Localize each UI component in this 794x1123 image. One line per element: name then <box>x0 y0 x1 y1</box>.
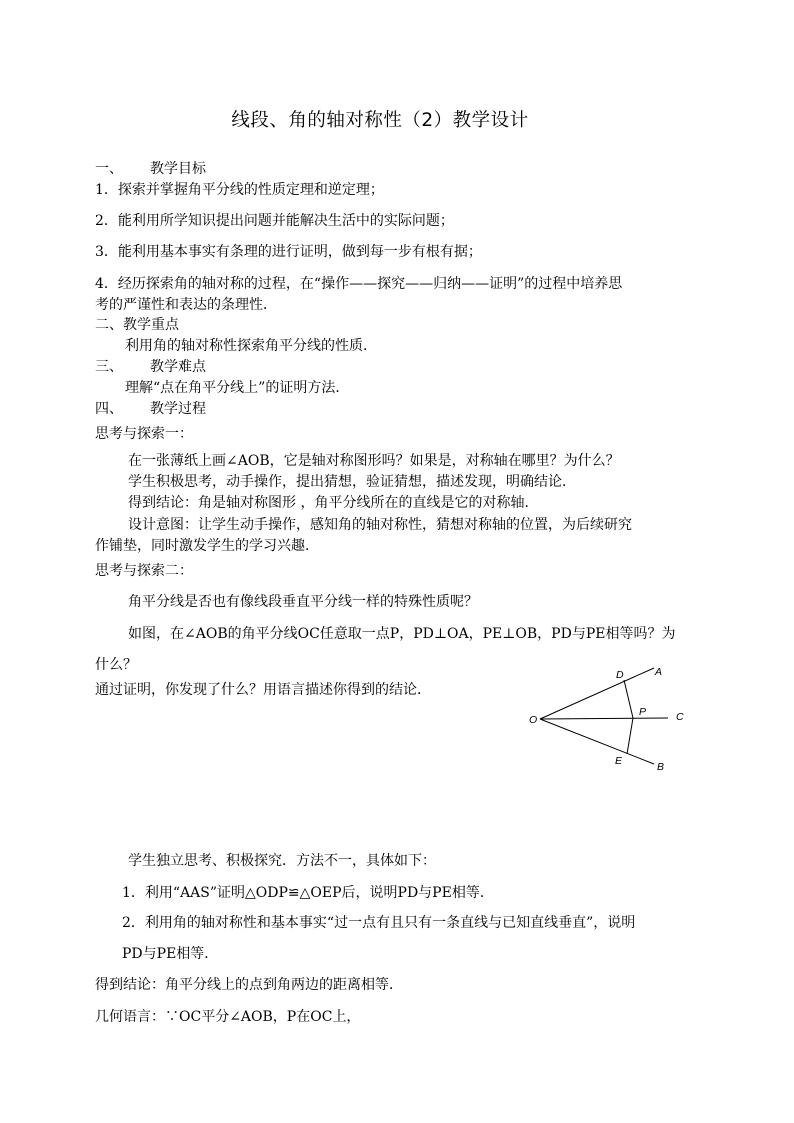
difficulty-text: 理解“点在角平分线上”的证明方法． <box>125 380 350 396</box>
goal-item: 4．经历探索角的轴对称的过程，在“操作——探究——归纳——证明”的过程中培养思 <box>95 276 623 292</box>
label-c: C <box>676 711 684 723</box>
label-a: A <box>655 666 663 678</box>
section-key-point-heading: 二、教学重点 <box>95 317 179 333</box>
segment-pd <box>624 680 633 718</box>
explore-one-line-continued: 作铺垫，同时激发学生的学习兴趣． <box>95 538 319 554</box>
conclusion-text: 得到结论：角平分线上的点到角两边的距离相等． <box>95 977 403 993</box>
methods-intro: 学生独立思考、积极探究．方法不一，具体如下： <box>128 853 436 869</box>
goal-item: 2．能利用所学知识提出问题并能解决生活中的实际问题； <box>95 213 454 229</box>
label-o: O <box>529 714 538 726</box>
section-difficulty-heading: 三、 教学难点 <box>95 359 206 375</box>
ray-ob <box>540 719 654 764</box>
section-process-heading: 四、 教学过程 <box>95 401 206 417</box>
ray-oa <box>540 668 654 719</box>
goal-item: 1．探索并掌握角平分线的性质定理和逆定理； <box>95 182 384 198</box>
explore-one-line: 得到结论：角是轴对称图形 ，角平分线所在的直线是它的对称轴． <box>128 495 539 511</box>
figure-question-line: 如图，在∠AOB的角平分线OC任意取一点P，PD⊥OA，PE⊥OB，PD与PE相等吗？为 <box>128 626 676 642</box>
document-title: 线段、角的轴对称性（2）教学设计 <box>231 110 529 131</box>
angle-bisector-figure <box>520 656 700 776</box>
ray-oc <box>540 718 668 719</box>
method-item-continued: PD与PE相等． <box>122 946 219 962</box>
explore-one-line: 学生积极思考，动手操作，提出猜想，验证猜想，描述发现，明确结论． <box>128 474 576 490</box>
figure-question-line-continued: 什么？ <box>95 657 137 673</box>
method-item: 2．利用角的轴对称性和基本事实“过一点有且只有一条直线与已知直线垂直”，说明 <box>122 915 636 931</box>
label-p: P <box>639 706 647 718</box>
segment-pe <box>627 718 633 754</box>
key-point-text: 利用角的轴对称性探索角平分线的性质． <box>125 338 377 354</box>
goal-item-continued: 考的严谨性和表达的条理性． <box>95 297 277 313</box>
explore-one-line: 在一张薄纸上画∠AOB，它是轴对称图形吗？如果是，对称轴在哪里？为什么？ <box>128 453 620 469</box>
method-item: 1．利用“AAS”证明△ODP≌△OEP后，说明PD与PE相等． <box>122 885 494 901</box>
explore-one-heading: 思考与探索一： <box>95 426 193 442</box>
section-teaching-goals-heading: 一、 教学目标 <box>95 161 206 177</box>
explore-one-line: 设计意图：让学生动手操作，感知角的轴对称性，猜想对称轴的位置，为后续研究 <box>128 517 632 533</box>
explore-two-question: 角平分线是否也有像线段垂直平分线一样的特殊性质呢？ <box>128 594 478 610</box>
geometry-language-text: 几何语言：∵OC平分∠AOB，P在OC上， <box>95 1009 361 1025</box>
label-e: E <box>615 755 623 767</box>
goal-item: 3．能利用基本事实有条理的进行证明，做到每一步有根有据； <box>95 244 482 260</box>
label-b: B <box>657 761 665 773</box>
label-d: D <box>616 669 624 681</box>
explore-two-heading: 思考与探索二： <box>95 563 193 579</box>
explore-two-prompt: 通过证明，你发现了什么？用语言描述你得到的结论． <box>95 682 431 698</box>
